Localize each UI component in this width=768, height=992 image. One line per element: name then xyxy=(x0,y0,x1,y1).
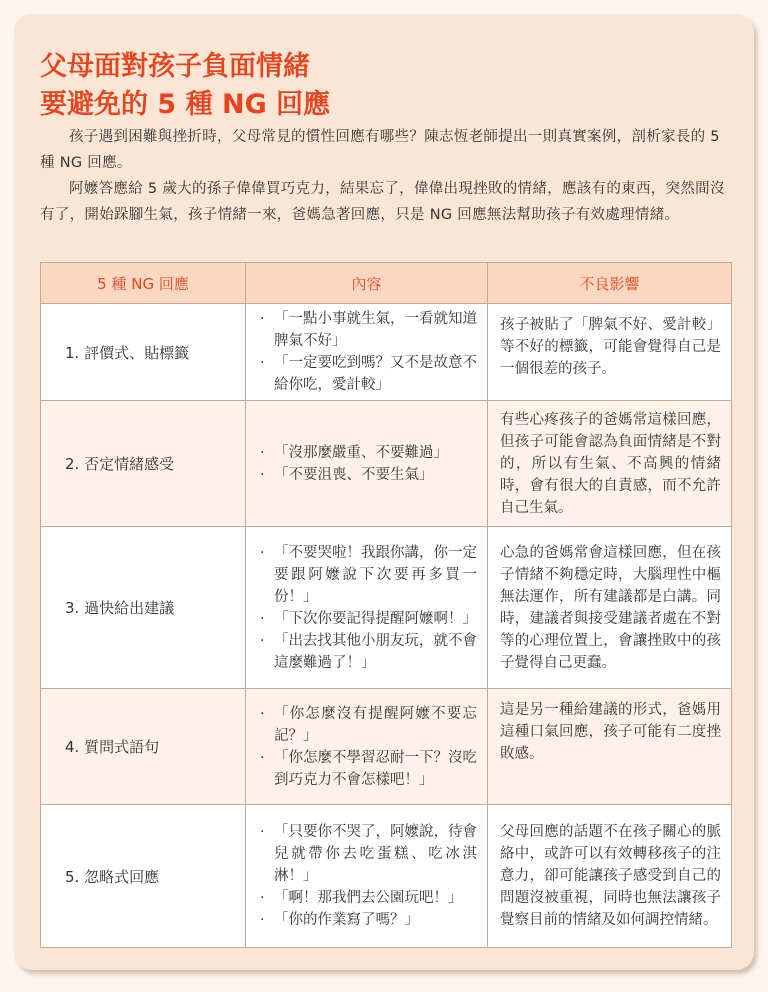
row-label: 5. 忽略式回應 xyxy=(41,805,246,948)
table-row xyxy=(41,304,732,401)
row-content xyxy=(246,527,488,689)
title-line-1: 父母面對孩子負面情緒 xyxy=(40,51,310,82)
content-item: · 「不要哭啦！我跟你講，你一定要跟阿嬤說下次要再多買一份！」 xyxy=(258,542,477,608)
row-label: 1. 評價式、貼標籤 xyxy=(41,304,246,401)
row-label: 2. 否定情緒感受 xyxy=(41,401,246,527)
content-item: · 「不要沮喪、不要生氣」 xyxy=(258,464,477,486)
table-row xyxy=(41,527,732,689)
table-row xyxy=(41,401,732,527)
row-content xyxy=(246,805,488,948)
content-item: · 「沒那麼嚴重、不要難過」 xyxy=(258,442,477,464)
article-title xyxy=(40,48,330,124)
ng-response-table xyxy=(40,262,732,948)
content-item: · 「只要你不哭了，阿嬤說，待會兒就帶你去吃蛋糕、吃冰淇淋！」 xyxy=(258,821,477,887)
header-content: 內容 xyxy=(246,263,488,304)
row-effect: 心急的爸媽常會這樣回應，但在孩子情緒不夠穩定時，大腦理性中樞無法運作，所有建議都是白講。同時，建議者與接受建議者處在不對等的心理位置上，會讓挫敗中的孩子覺得自己更蠢。 xyxy=(488,527,732,689)
row-label: 4. 質問式語句 xyxy=(41,689,246,805)
table-header-row xyxy=(41,263,732,304)
content-item: · 「出去找其他小朋友玩，就不會這麼難過了！」 xyxy=(258,630,477,674)
content-item: · 「一定要吃到嗎？又不是故意不給你吃，愛計較」 xyxy=(258,352,477,396)
row-content xyxy=(246,401,488,527)
header-ng-response: 5 種 NG 回應 xyxy=(41,263,246,304)
row-content xyxy=(246,304,488,401)
row-effect: 這是另一種給建議的形式，爸媽用這種口氣回應，孩子可能有二度挫敗感。 xyxy=(488,689,732,805)
row-effect: 父母回應的話題不在孩子關心的脈絡中，或許可以有效轉移孩子的注意力，卻可能讓孩子感受到自己的問題沒被重視，同時也無法讓孩子覺察目前的情緒及如何調控情緒。 xyxy=(488,805,732,948)
row-content xyxy=(246,689,488,805)
header-bad-effect: 不良影響 xyxy=(488,263,732,304)
intro-paragraph-1: 孩子遇到困難與挫折時，父母常見的慣性回應有哪些？陳志恆老師提出一則真實案例，剖析家長的 5 種 NG 回應。 xyxy=(40,129,720,171)
row-effect: 有些心疼孩子的爸媽常這樣回應，但孩子可能會認為負面情緒是不對的，所以有生氣、不高興的情緒時，會有很大的自責感，而不允許自己生氣。 xyxy=(488,401,732,527)
intro-text xyxy=(40,124,730,228)
row-label: 3. 過快給出建議 xyxy=(41,527,246,689)
content-item: · 「一點小事就生氣，一看就知道脾氣不好」 xyxy=(258,308,477,352)
table-row xyxy=(41,689,732,805)
content-item: · 「你的作業寫了嗎？」 xyxy=(258,909,477,931)
content-item: · 「你怎麼不學習忍耐一下？沒吃到巧克力不會怎樣吧！」 xyxy=(258,747,477,791)
row-effect: 孩子被貼了「脾氣不好、愛計較」等不好的標籤，可能會覺得自己是一個很差的孩子。 xyxy=(488,304,732,401)
intro-paragraph-2: 阿嬤答應給 5 歲大的孫子偉偉買巧克力，結果忘了，偉偉出現挫敗的情緒，應該有的東西，突然間沒有了，開始跺腳生氣，孩子情緒一來，爸媽急著回應，只是 NG 回應無法幫助孩子有效處理情緒。 xyxy=(40,181,725,223)
content-item: · 「你怎麼沒有提醒阿嬤不要忘記？」 xyxy=(258,703,477,747)
table-row xyxy=(41,805,732,948)
content-item: · 「下次你要記得提醒阿嬤啊！」 xyxy=(258,608,477,630)
title-line-2: 要避免的 5 種 NG 回應 xyxy=(40,89,331,120)
content-item: · 「啊！那我們去公園玩吧！」 xyxy=(258,887,477,909)
